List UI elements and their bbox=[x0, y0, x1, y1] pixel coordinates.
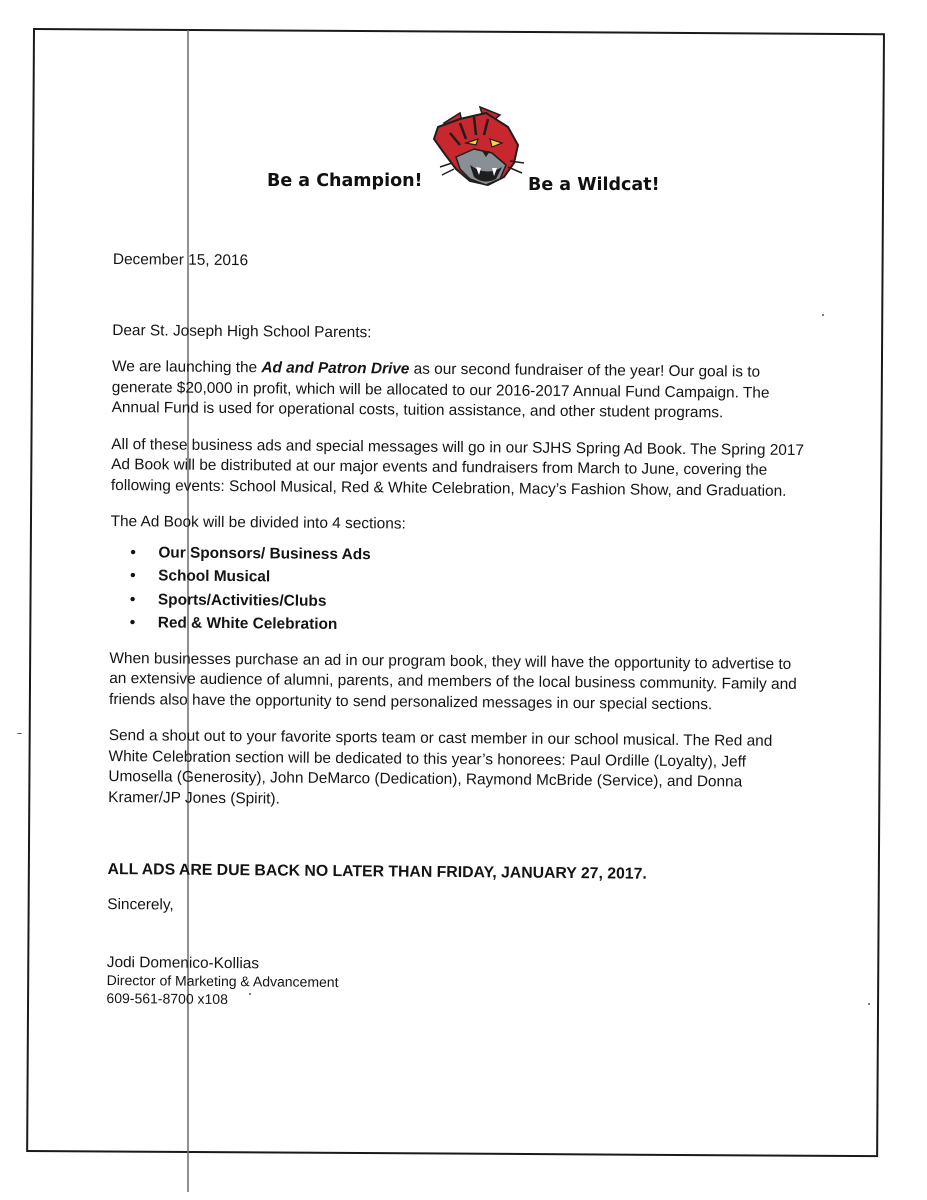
drive-name: Ad and Patron Drive bbox=[261, 359, 410, 378]
signature-phone: 609-561-8700 x108 bbox=[106, 989, 228, 1007]
sections-list bbox=[130, 541, 811, 641]
paragraph-shout-out: Send a shout out to your favorite sports team or cast member in our school musical. The Red and White Celebration section will be dedicated to this year’s honorees: Paul Ordille (Loyalty), Jeff Umosella (Generosity), John DeMarco (Dedication), Raymond McBride (Service), and Donna Kramer/JP Jones (Spirit). bbox=[108, 726, 773, 807]
paragraph-ad-book: All of these business ads and special messages will go in our SJHS Spring Ad Book. The Spring 2017 Ad Book will be distributed at our major events and fundraisers from March to June, covering the following events: School Musical, Red & White Celebration, Macy’s Fashion Show, and Graduation. bbox=[110, 435, 805, 500]
section-label: Red & White Celebration bbox=[157, 614, 338, 633]
scan-speck bbox=[17, 733, 22, 734]
wildcat-mascot-icon bbox=[430, 105, 530, 191]
closing: Sincerely, bbox=[107, 895, 174, 914]
bullet-icon: • bbox=[130, 543, 136, 561]
deadline-notice: ALL ADS ARE DUE BACK NO LATER THAN FRIDAY, JANUARY 27, 2017. bbox=[107, 860, 647, 883]
signature-name: Jodi Domenico-Kollias bbox=[106, 953, 260, 973]
paragraph-businesses: When businesses purchase an ad in our program book, they will have the opportunity to advertise to an extensive audience of alumni, parents, and members of the local business community. Family and friends also have the opportunity to send personalized messages in our special sections. bbox=[109, 649, 797, 713]
section-label: School Musical bbox=[158, 567, 271, 586]
letter-date: December 15, 2016 bbox=[112, 250, 249, 270]
tagline-right: Be a Wildcat! bbox=[528, 175, 660, 195]
section-label: Sports/Activities/Clubs bbox=[157, 590, 327, 610]
bullet-icon: • bbox=[130, 567, 136, 585]
tagline-left: Be a Champion! bbox=[267, 171, 423, 191]
section-label: Our Sponsors/ Business Ads bbox=[158, 543, 371, 563]
intro-text-after: as our second fundraiser of the year! Our goal is to generate $20,000 in profit, which will be allocated to our 2016-2017 Annual Fund Campaign. The Annual Fund is used for operational costs, tuition assistance, and other student programs. bbox=[111, 360, 770, 422]
scan-speck bbox=[868, 1003, 870, 1005]
list-item bbox=[130, 611, 810, 640]
scan-speck bbox=[822, 314, 824, 316]
paragraph-intro bbox=[112, 357, 813, 425]
signature-title: Director of Marketing & Advancement bbox=[106, 971, 339, 990]
intro-text-before: We are launching the bbox=[111, 357, 262, 377]
bullet-icon: • bbox=[129, 614, 136, 632]
letter-header bbox=[260, 105, 680, 205]
paragraph-sections-intro: The Ad Book will be divided into 4 sections: bbox=[110, 512, 406, 533]
bullet-icon: • bbox=[129, 590, 136, 608]
salutation: Dear St. Joseph High School Parents: bbox=[112, 321, 372, 341]
letter-body bbox=[106, 250, 813, 1013]
